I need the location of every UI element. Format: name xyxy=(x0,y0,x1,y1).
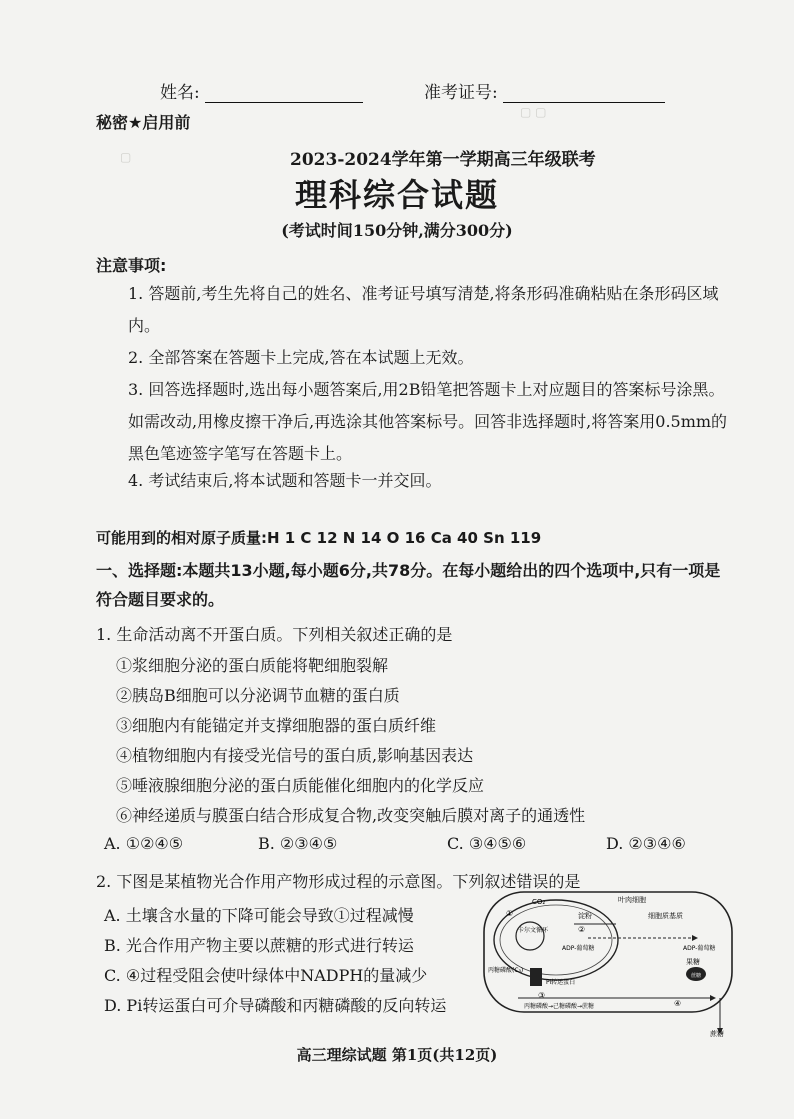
sucrose-exit-label: 蔗糖 xyxy=(710,1030,724,1038)
exam-session: 2023-2024学年第一学期高三年级联考 xyxy=(290,150,596,170)
step-2-marker: ② xyxy=(578,925,586,934)
page-footer: 高三理综试题 第1页(共12页) xyxy=(296,1046,498,1064)
note-item: 3. 回答选择题时,选出每小题答案后,用2B铅笔把答题卡上对应题目的答案标号涂黑。如需改动,用橡皮擦干净后,再选涂其他答案标号。回答非选择题时,将答案用0.5mm的黑色笔迹签字笔写在答题卡上。 xyxy=(128,380,728,463)
section-heading: 一、选择题:本题共13小题,每小题6分,共78分。在每小题给出的四个选项中,只有一项是符合题目要求的。 xyxy=(96,561,721,609)
adp-glucose-label: ADP-葡萄糖 xyxy=(562,945,595,952)
q2-option-a: A. 土壤含水量的下降可能会导致①过程减慢 xyxy=(104,906,414,925)
candidate-info-row xyxy=(160,78,665,103)
q2-option-c: C. ④过程受阻会使叶绿体中NADPH的量减少 xyxy=(104,966,428,985)
bleed-through-mark: ▢ xyxy=(120,150,132,164)
mesophyll-label: 叶肉细胞 xyxy=(618,896,646,904)
exam-duration: (考试时间150分钟,满分300分) xyxy=(281,221,513,240)
question-1-stem: 1. 生命活动离不开蛋白质。下列相关叙述正确的是 xyxy=(96,625,453,644)
pi-transporter-label: Pi转运蛋白 xyxy=(546,979,576,986)
cytosol-label: 细胞质基质 xyxy=(648,912,683,920)
arrow-head xyxy=(692,935,698,941)
notes-heading: 注意事项: xyxy=(96,256,167,275)
q2-option-d: D. Pi转运蛋白可介导磷酸和丙糖磷酸的反向转运 xyxy=(104,996,447,1015)
co2-label: CO₂ xyxy=(532,898,546,906)
pi-transporter-icon xyxy=(530,968,542,986)
q1-choice-a: A. ①②④⑤ xyxy=(104,834,184,853)
mesophyll-cell-outline xyxy=(484,892,732,1012)
step-1-marker: ① xyxy=(506,909,514,918)
q2-option-b: B. 光合作用产物主要以蔗糖的形式进行转运 xyxy=(104,936,414,955)
q1-statement: ③细胞内有能锚定并支撑细胞器的蛋白质纤维 xyxy=(116,716,437,735)
confidential-mark: 秘密★启用前 xyxy=(96,113,191,132)
sucrose-box-label: 蔗糖 xyxy=(691,973,702,979)
q1-statement: ④植物细胞内有接受光信号的蛋白质,影响基因表达 xyxy=(116,746,474,765)
note-item: 4. 考试结束后,将本试题和答题卡一并交回。 xyxy=(128,471,442,490)
bottom-pathway-label: 丙糖磷酸→己糖磷酸→蔗糖 xyxy=(524,1003,595,1010)
note-item: 1. 答题前,考生先将自己的姓名、准考证号填写清楚,将条形码准确粘贴在条形码区域内。 xyxy=(128,284,719,335)
photosynthesis-diagram xyxy=(478,888,748,1038)
page-title: 理科综合试题 xyxy=(294,176,499,214)
step-3-marker: ③ xyxy=(538,991,546,1000)
atomic-mass-line: 可能用到的相对原子质量:H 1 C 12 N 14 O 16 Ca 40 Sn 119 xyxy=(96,529,542,547)
question-2-stem: 2. 下图是某植物光合作用产物形成过程的示意图。下列叙述错误的是 xyxy=(96,872,581,891)
q1-statement: ⑤唾液腺细胞分泌的蛋白质能催化细胞内的化学反应 xyxy=(116,776,485,795)
step-4-marker: ④ xyxy=(674,999,682,1008)
q1-choice-b: B. ②③④⑤ xyxy=(258,834,338,853)
triose-phosphate-label: 丙糖磷酸(C₃) xyxy=(488,967,524,974)
adp-glucose-cytosol-label: ADP-葡萄糖 xyxy=(683,945,716,952)
q1-statement: ②胰岛B细胞可以分泌调节血糖的蛋白质 xyxy=(116,686,400,705)
q1-statement: ⑥神经递质与膜蛋白结合形成复合物,改变突触后膜对离子的通透性 xyxy=(116,806,586,825)
fructose-label: 果糖 xyxy=(686,958,700,966)
calvin-cycle-label: 卡尔文循环 xyxy=(518,927,549,934)
exam-number-field[interactable] xyxy=(503,84,665,103)
q1-statement: ①浆细胞分泌的蛋白质能将靶细胞裂解 xyxy=(116,656,389,675)
starch-label: 淀粉 xyxy=(578,912,592,920)
name-field[interactable] xyxy=(205,84,363,103)
q1-choice-c: C. ③④⑤⑥ xyxy=(447,834,527,853)
q1-choice-d: D. ②③④⑥ xyxy=(606,834,686,853)
bleed-through-mark: ▢ ▢ xyxy=(520,105,547,119)
note-item: 2. 全部答案在答题卡上完成,答在本试题上无效。 xyxy=(128,348,474,367)
name-label: 姓名: xyxy=(160,83,200,103)
arrow-head xyxy=(710,995,716,1001)
exam-number-label: 准考证号: xyxy=(423,83,498,103)
